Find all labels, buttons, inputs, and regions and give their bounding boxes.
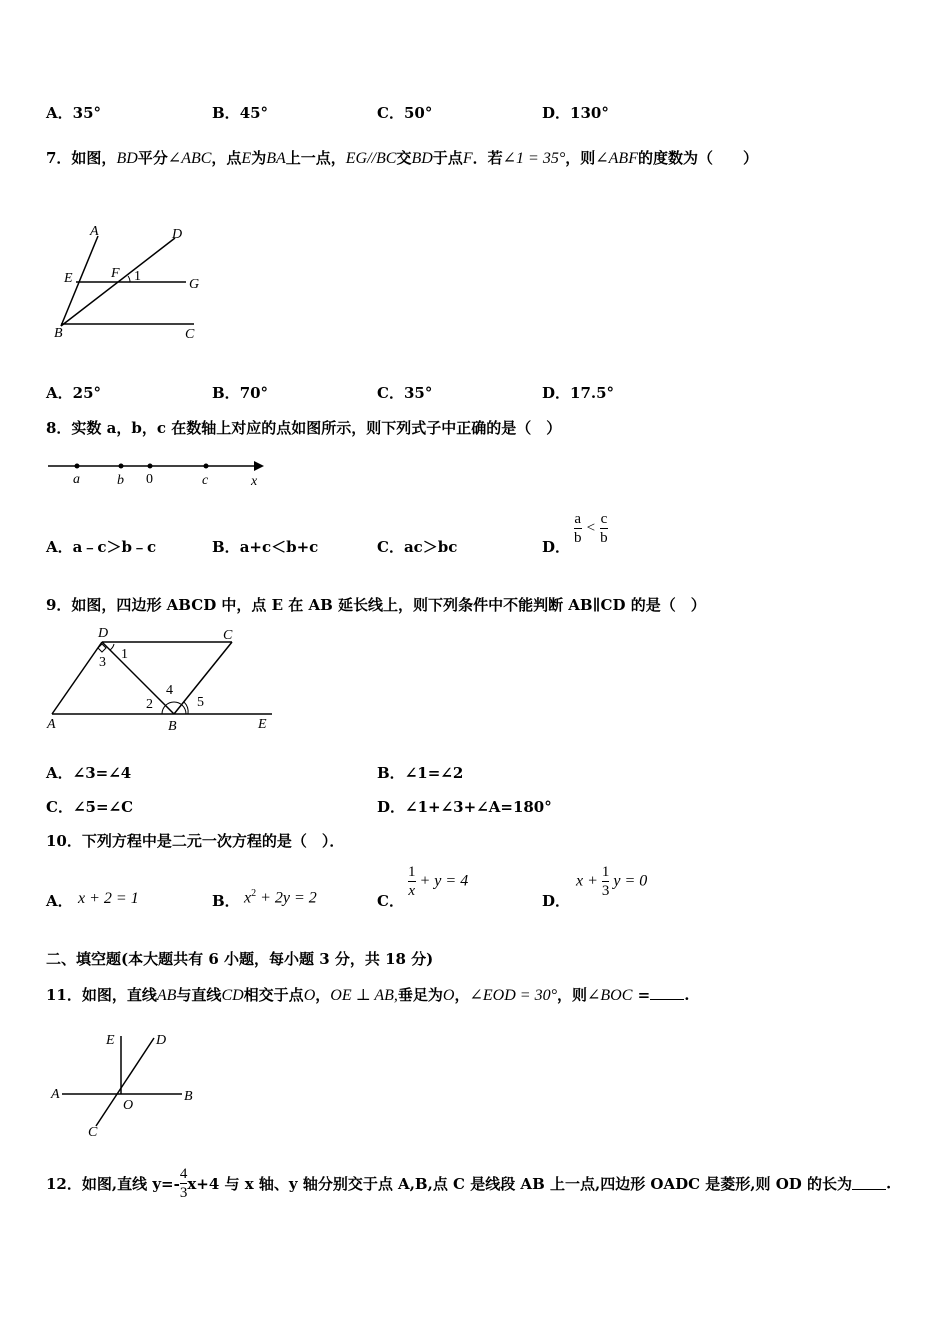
q9-option-c: C．∠5=∠C	[46, 798, 134, 816]
fraction-1-over-3: $\frac{1}{3}$	[601, 864, 610, 899]
q6-option-c: C．50°	[377, 104, 433, 122]
q10-option-a-formula: x + 2 = 1	[78, 890, 139, 907]
q8-option-d-key: D．	[542, 538, 571, 556]
q8-option-b: B．a+c＜b+c	[212, 538, 319, 556]
q9-fig-label-d: D	[98, 626, 109, 641]
q9-fig-label-1: 1	[121, 647, 128, 662]
fraction-4-over-3: $\frac{4}{3}$	[179, 1166, 188, 1201]
q8-stem: 8．实数 a，b，c 在数轴上对应的点如图所示，则下列式子中正确的是（ ）	[46, 419, 562, 437]
q7-option-a: A．25°	[46, 384, 102, 402]
q11-fig-label-a: A	[51, 1087, 60, 1102]
q9-fig-label-3: 3	[99, 655, 106, 670]
q7-fig-label-c: C	[185, 327, 195, 342]
q7-option-d: D．17.5°	[542, 384, 615, 402]
q9-fig-label-a: A	[47, 717, 56, 732]
answer-blank[interactable]	[650, 987, 684, 1000]
fraction-a-over-b: $\frac{a}{b}$	[574, 511, 582, 546]
q9-fig-label-c: C	[223, 628, 233, 643]
q11-fig-label-c: C	[88, 1125, 98, 1140]
q7-fig-label-a: A	[90, 224, 99, 239]
q11-fig-label-d: D	[156, 1033, 167, 1048]
q9-fig-label-e: E	[258, 717, 267, 732]
q11-fig-label-o: O	[123, 1098, 134, 1113]
q8-axis-label-x: x	[251, 474, 258, 489]
q10-option-d-formula: x + $\frac{1}{3}$ y = 0	[576, 864, 648, 899]
q8-axis-label-0: 0	[146, 472, 153, 487]
q6-option-a: A．35°	[46, 104, 102, 122]
q6-option-d: D．130°	[542, 104, 609, 122]
q8-axis-label-c: c	[202, 473, 209, 488]
fraction-c-over-b: $\frac{c}{b}$	[600, 511, 608, 546]
q7-fig-label-d: D	[172, 227, 183, 242]
q10-option-b-key: B．	[212, 892, 240, 910]
q8-axis-label-a: a	[73, 472, 80, 487]
q11-figure	[48, 1030, 198, 1142]
q12-stem: 12．如图,直线 y=- $\frac{4}{3}$ x+4 与 x 轴、y 轴分别交于点 A,B,点 C 是线段 AB 上一点,四边形 OADC 是菱形,则 OD 的长为 .	[46, 1166, 892, 1201]
axis-arrow-icon	[254, 461, 264, 471]
q7-figure	[48, 222, 218, 344]
q7-option-c: C．35°	[377, 384, 433, 402]
q9-figure	[44, 622, 276, 734]
fraction-1-over-x: $\frac{1}{x}$	[408, 864, 416, 899]
q9-fig-label-5: 5	[197, 695, 204, 710]
q8-option-d-formula: $\frac{a}{b}$ < $\frac{c}{b}$	[574, 511, 608, 546]
q8-option-a: A．a﹣c＞b﹣c	[46, 538, 157, 556]
q8-axis-label-b: b	[117, 473, 124, 488]
q8-option-c: C．ac＞bc	[377, 538, 458, 556]
q9-stem: 9．如图，四边形 ABCD 中，点 E 在 AB 延长线上，则下列条件中不能判断 AB∥CD 的是（ ）	[46, 596, 706, 614]
q9-option-a: A．∠3=∠4	[46, 764, 132, 782]
q10-option-c-formula: $\frac{1}{x}$ + y = 4	[408, 864, 469, 899]
q7-fig-label-e: E	[64, 271, 73, 286]
q9-fig-label-b: B	[168, 719, 177, 734]
q8-number-line	[44, 455, 269, 491]
section-2-title: 二、填空题(本大题共有 6 小题，每小题 3 分，共 18 分)	[46, 950, 434, 968]
q6-option-b: B．45°	[212, 104, 269, 122]
answer-blank[interactable]	[852, 1177, 886, 1190]
q7-fig-label-1: 1	[134, 269, 141, 284]
q7-fig-label-f: F	[111, 266, 120, 281]
q10-option-a-key: A．	[46, 892, 73, 910]
q7-option-b: B．70°	[212, 384, 269, 402]
q9-fig-label-2: 2	[146, 697, 153, 712]
q9-option-b: B．∠1=∠2	[377, 764, 464, 782]
q9-option-d: D．∠1+∠3+∠A=180°	[377, 798, 552, 816]
q11-fig-label-e: E	[106, 1033, 115, 1048]
q7-fig-label-g: G	[189, 277, 200, 292]
q10-option-d-key: D．	[542, 892, 571, 910]
q9-fig-label-4: 4	[166, 683, 173, 698]
q11-fig-label-b: B	[184, 1089, 193, 1104]
q10-option-c-key: C．	[377, 892, 404, 910]
q7-fig-label-b: B	[54, 326, 63, 341]
q11-stem: 11．如图，直线AB与直线CD相交于点O，OE ⊥ AB,垂足为O，∠EOD = 30°，则∠BOC = .	[46, 986, 690, 1004]
q7-stem: 7．如图，BD平分∠ABC，点E为BA上一点，EG//BC交BD于点F．若∠1 = 35°，则∠ABF的度数为（ ）	[46, 149, 758, 167]
q10-stem: 10．下列方程中是二元一次方程的是（ ）．	[46, 832, 345, 850]
q10-option-b-formula: $x^2 + 2y = 2$	[244, 888, 317, 907]
